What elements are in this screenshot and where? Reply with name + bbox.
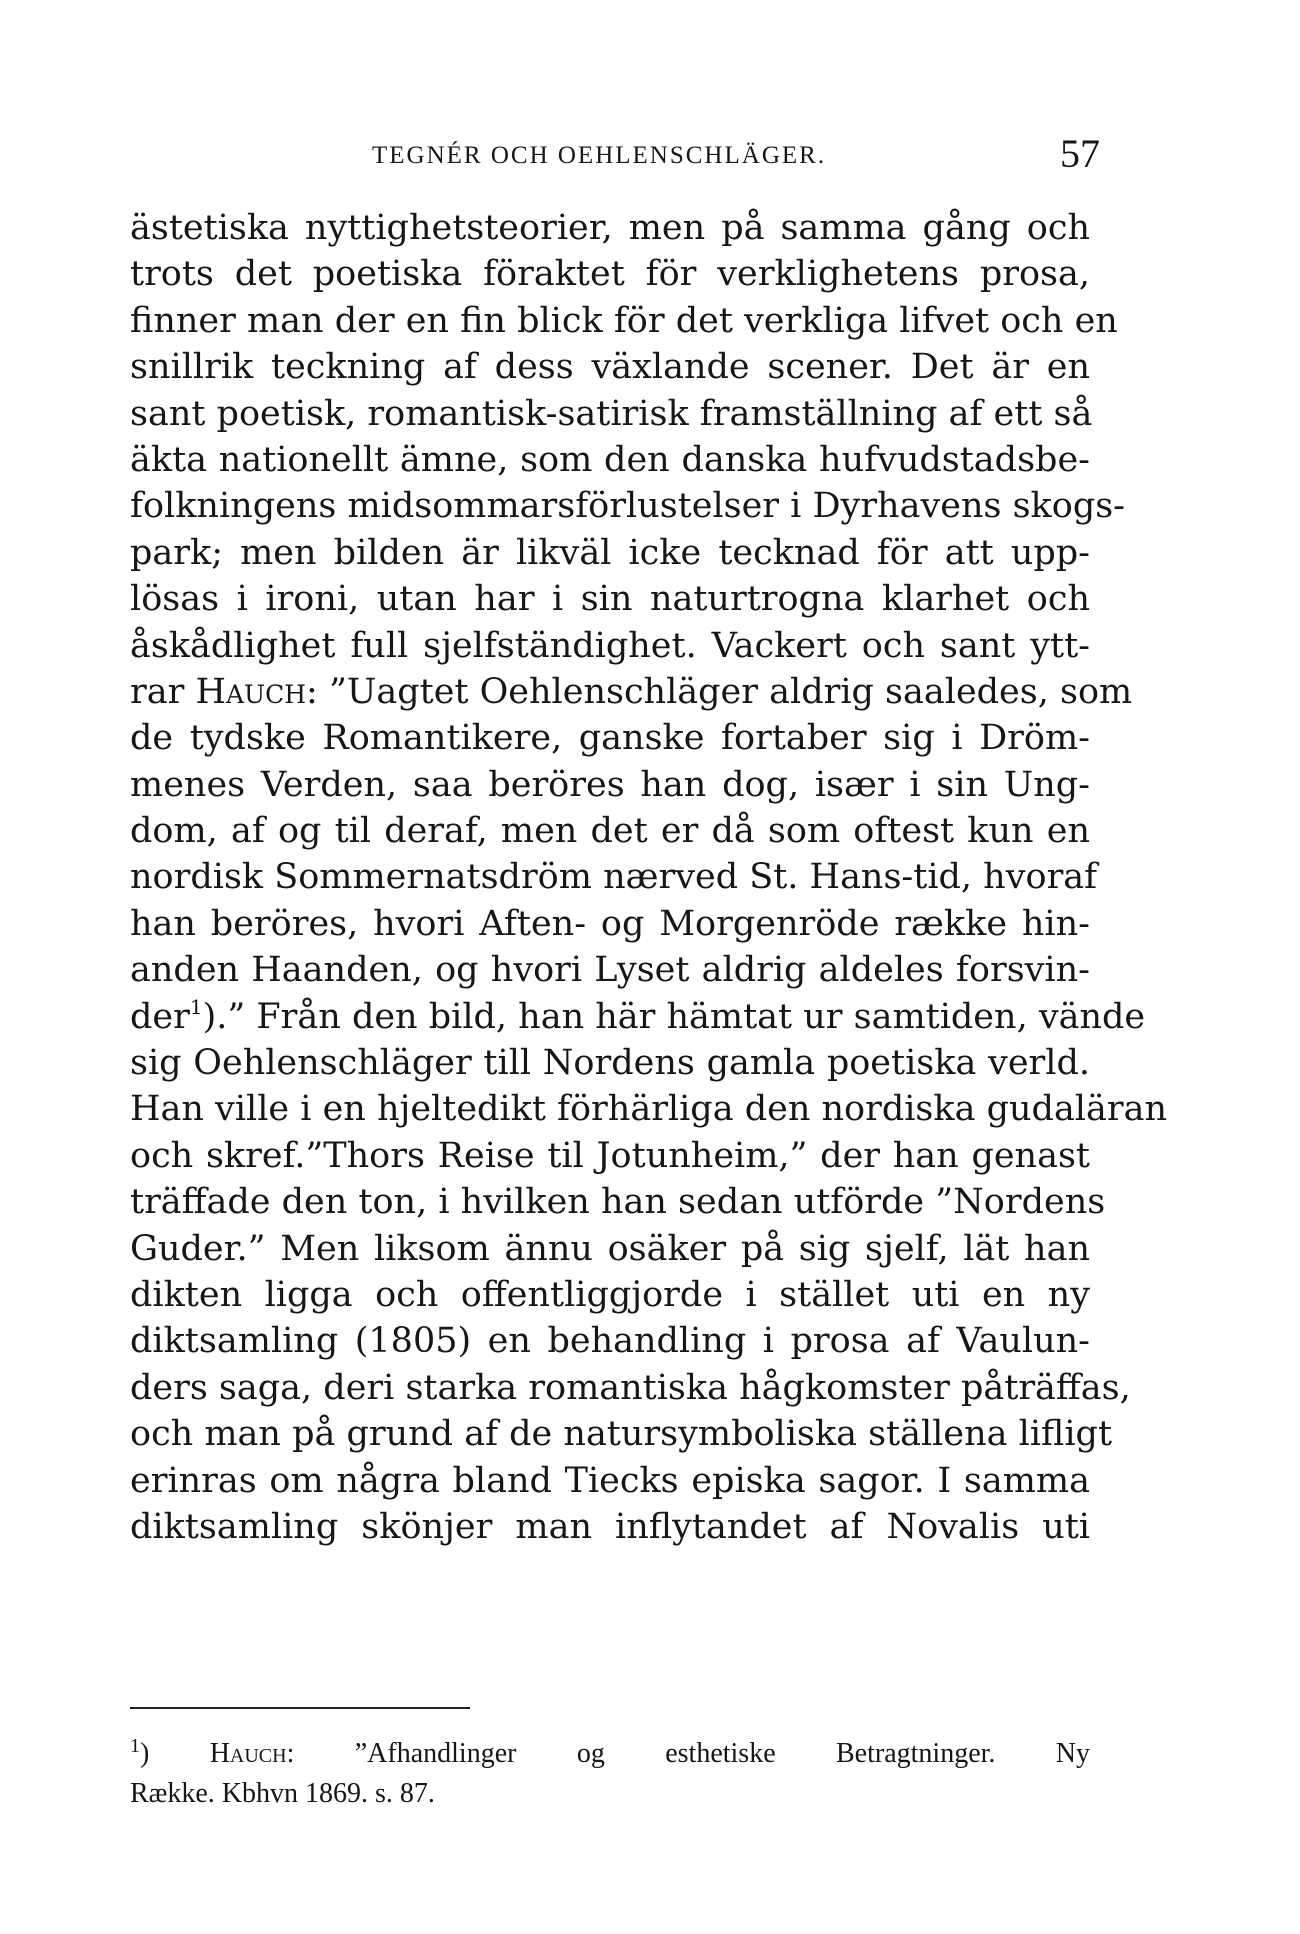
- text-line: [130, 669, 1133, 715]
- footnote-mark-close: ): [140, 1738, 150, 1769]
- text-line: anden Haanden, og hvori Lyset aldrig aldeles forsvin-: [130, 950, 1090, 991]
- text-line: Han ville i en hjeltedikt förhärliga den nordiska gudaläran: [130, 1089, 1168, 1130]
- page-number: 57: [1060, 131, 1100, 176]
- author-name: Hauch: [209, 1738, 287, 1769]
- text-line: han beröres, hvori Aften- og Morgenröde række hin-: [130, 903, 1090, 944]
- text-line: [130, 994, 1146, 1040]
- text-line: diktsamling skönjer man inflytandet af Novalis uti: [130, 1506, 1090, 1547]
- text-line: och man på grund af de natursymboliska ställena lifligt: [130, 1414, 1113, 1455]
- text-line: folkningens midsommarsförlustelser i Dyrhavens skogs-: [130, 486, 1126, 527]
- text-line: sig Oehlenschläger till Nordens gamla poetiska verld.: [130, 1043, 1090, 1084]
- footnote-divider: [130, 1707, 470, 1709]
- text-line: äkta nationellt ämne, som den danska hufvudstadsbe-: [130, 439, 1090, 480]
- text-line: lösas i ironi, utan har i sin naturtrogna klarhet och: [130, 579, 1090, 620]
- text-line: park; men bilden är likväl icke tecknad för att upp-: [130, 532, 1090, 573]
- text-line: ders saga, deri starka romantiska hågkomster påträffas,: [130, 1367, 1131, 1408]
- footnote-reference: 1: [189, 994, 203, 1019]
- footnote-line: [130, 1734, 1090, 1774]
- text-fragment: rar: [130, 671, 196, 712]
- text-fragment: : ”Afhandlinger og esthetiske Betragtninger. Ny: [286, 1738, 1090, 1769]
- text-line: ästetiska nyttighetsteorier, men på samma gång och: [130, 208, 1090, 248]
- text-line: träffade den ton, i hvilken han sedan utförde ”Nordens: [130, 1182, 1106, 1223]
- text-line: erinras om några bland Tiecks episka sagor. I samma: [130, 1460, 1090, 1501]
- text-line: snillrik teckning af dess växlande scener. Det är en: [130, 347, 1090, 388]
- body-text: [130, 205, 1168, 1550]
- text-line: nordisk Sommernatsdröm nærved St. Hans-tid, hvoraf: [130, 857, 1098, 898]
- text-fragment: der: [130, 996, 190, 1037]
- text-line: trots det poetiska föraktet för verklighetens prosa,: [130, 254, 1090, 295]
- text-line: Guder.” Men liksom ännu osäker på sig sjelf, lät han: [130, 1228, 1090, 1269]
- footnote: [130, 1734, 1090, 1814]
- author-name: Hauch: [195, 671, 307, 712]
- text-fragment: : ”Uagtet Oehlenschläger aldrig saaledes, som: [306, 671, 1133, 712]
- text-fragment: ).” Från den bild, han här hämtat ur samtiden, vände: [202, 996, 1146, 1037]
- text-line: åskådlighet full sjelfständighet. Vackert och sant ytt-: [130, 625, 1090, 666]
- text-line: och skref.”Thors Reise til Jotunheim,” der han genast: [130, 1135, 1090, 1176]
- footnote-mark: 1: [130, 1735, 140, 1757]
- footnote-line: Række. Kbhvn 1869. s. 87.: [130, 1778, 435, 1809]
- text-line: diktsamling (1805) en behandling i prosa af Vaulun-: [130, 1321, 1090, 1362]
- text-line: menes Verden, saa beröres han dog, især i sin Ung-: [130, 764, 1090, 805]
- text-line: sant poetisk, romantisk-satirisk framställning af ett så: [130, 393, 1093, 434]
- text-line: dikten ligga och offentliggjorde i stället uti en ny: [130, 1274, 1090, 1315]
- text-line: finner man der en fin blick för det verkliga lifvet och en: [130, 300, 1118, 341]
- text-line: dom, af og til deraf, men det er då som oftest kun en: [130, 811, 1090, 852]
- running-title: TEGNÉR OCH OEHLENSCHLÄGER.: [372, 142, 827, 169]
- text-line: de tydske Romantikere, ganske fortaber sig i Dröm-: [130, 718, 1090, 759]
